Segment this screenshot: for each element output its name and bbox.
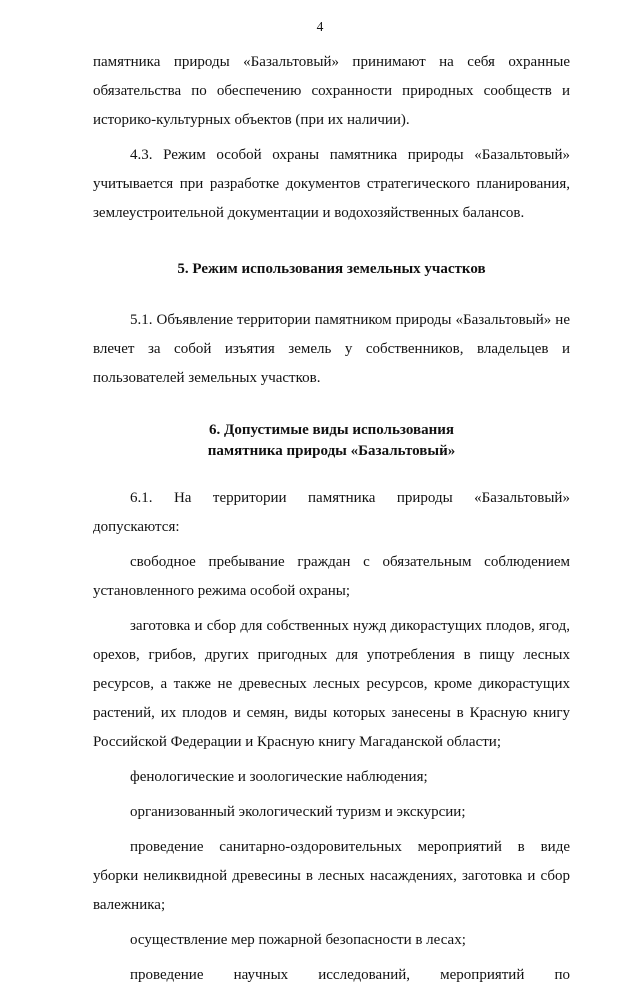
- list-item: свободное пребывание граждан с обязательным соблюдением установленного режима особой охраны;: [93, 554, 570, 599]
- page-number: 4: [316, 19, 324, 34]
- word: мероприятий: [440, 967, 525, 983]
- paragraph-4-2-continuation: памятника природы «Базальтовый» принимают на себя охранные обязательства по обеспечению сохранности природных сообществ и историко-культурных объектов (при их наличии).: [93, 54, 570, 128]
- list-item: осуществление мер пожарной безопасности в лесах;: [130, 932, 466, 948]
- paragraph-6-1-continuation: допускаются:: [93, 519, 180, 535]
- word: научных: [233, 967, 289, 983]
- list-item: заготовка и сбор для собственных нужд дикорастущих плодов, ягод, орехов, грибов, других пригодных для употребления в пищу лесных ресурсов, а также не древесных лесных ресурсов, кроме дикорастущих растений, их плодов и семян, виды которых занесены в Красную книгу Российской Федерации и Красную книгу Магаданской области;: [93, 618, 570, 750]
- word: по: [554, 967, 570, 983]
- word: памятника: [308, 490, 376, 506]
- section-6-heading: [93, 420, 570, 462]
- list-item: проведение санитарно-оздоровительных мероприятий в виде уборки неликвидной древесины в лесных насаждениях, заготовка и сбор валежника;: [93, 839, 570, 913]
- list-item: фенологические и зоологические наблюдения;: [130, 769, 428, 785]
- word: территории: [212, 490, 287, 506]
- paragraph-5-1: 5.1. Объявление территории памятником природы «Базальтовый» не влечет за собой изъятия земель у собственников, владельцев и пользователей земельных участков.: [93, 312, 570, 386]
- paragraph-6-1-first-line: [93, 484, 570, 513]
- list-item: организованный экологический туризм и экскурсии;: [130, 804, 466, 820]
- word: «Базальтовый»: [474, 490, 570, 506]
- list-item-last-line: [93, 961, 570, 990]
- word: 6.1.: [130, 490, 153, 506]
- document-body: [93, 48, 570, 990]
- paragraph-6-1: [93, 484, 570, 542]
- word: На: [173, 490, 192, 506]
- section-5-heading: 5. Режим использования земельных участков: [177, 261, 486, 277]
- word: природы: [396, 490, 453, 506]
- section-6-heading-line1: 6. Допустимые виды использования: [209, 422, 454, 438]
- word: проведение: [130, 967, 204, 983]
- paragraph-4-3: 4.3. Режим особой охраны памятника природы «Базальтовый» учитывается при разработке документов стратегического планирования, землеустроительной документации и водохозяйственных балансов.: [93, 147, 570, 221]
- word: исследований,: [318, 967, 411, 983]
- section-6-heading-line2: памятника природы «Базальтовый»: [207, 443, 456, 459]
